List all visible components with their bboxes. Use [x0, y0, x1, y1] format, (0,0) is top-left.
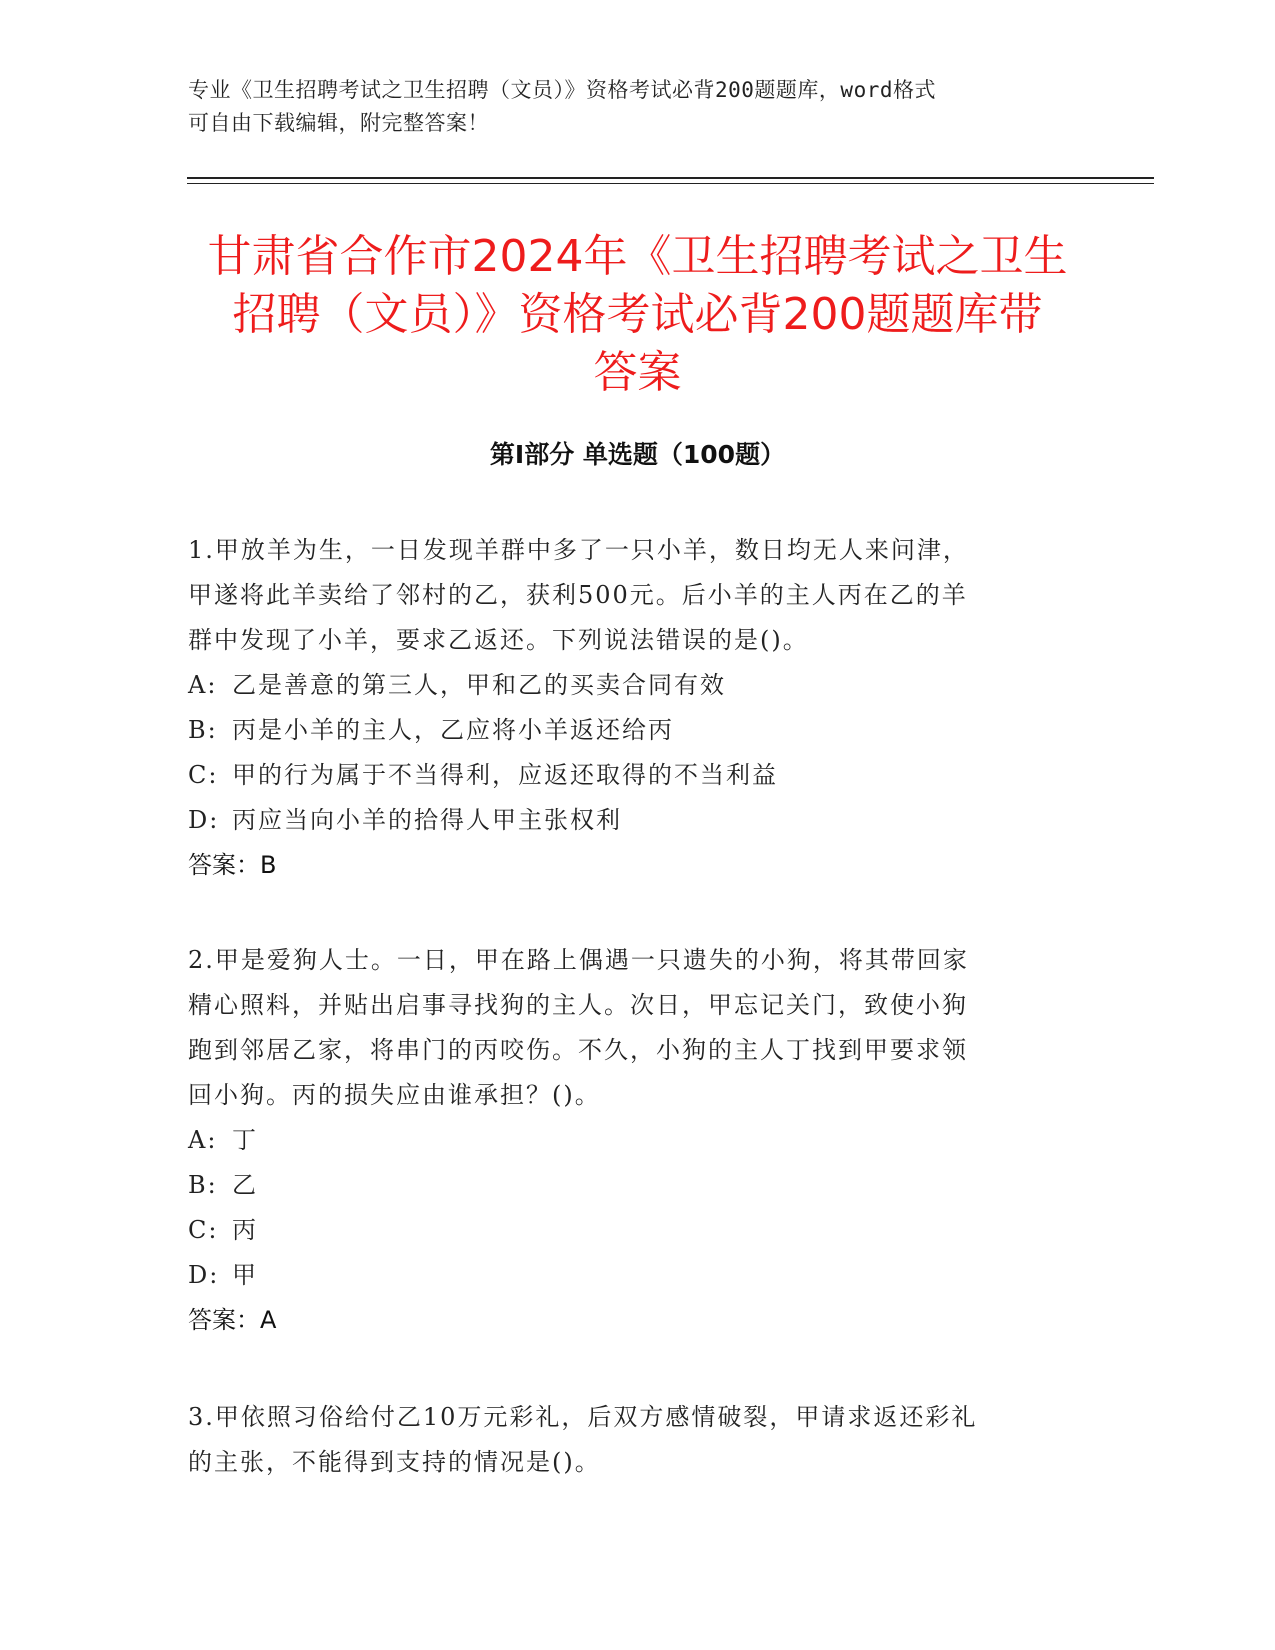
option-letter: A: [188, 1126, 218, 1154]
option-text: 丙 [232, 1216, 258, 1244]
question-item [188, 1395, 1088, 1485]
option-c [188, 753, 1088, 798]
title-line: 招聘（文员）》资格考试必背200题题库带 [232, 289, 1043, 340]
option-c [188, 1208, 1088, 1253]
question-stem [188, 938, 1088, 1118]
option-text: 乙 [232, 1171, 258, 1199]
option-letter: C: [188, 761, 219, 789]
option-a [188, 1118, 1088, 1163]
option-letter: A: [188, 671, 218, 699]
option-text: 甲 [232, 1261, 258, 1289]
option-d [188, 1253, 1088, 1298]
option-b [188, 708, 1088, 753]
stem-line: 的主张，不能得到支持的情况是()。 [188, 1448, 601, 1476]
stem-line: 甲遂将此羊卖给了邻村的乙，获利500元。后小羊的主人丙在乙的羊 [188, 581, 968, 609]
title-line: 甘肃省合作市2024年《卫生招聘考试之卫生 [207, 231, 1068, 282]
header-note-line: 可自由下载编辑，附完整答案！ [188, 111, 489, 135]
stem-line: 回小狗。丙的损失应由谁承担？()。 [188, 1081, 601, 1109]
option-text: 乙是善意的第三人，甲和乙的买卖合同有效 [232, 671, 726, 699]
question-item [188, 528, 1088, 888]
option-letter: B: [188, 716, 218, 744]
question-stem [188, 1395, 1088, 1485]
stem-line: 跑到邻居乙家，将串门的丙咬伤。不久，小狗的主人丁找到甲要求领 [188, 1036, 968, 1064]
stem-line: 3.甲依照习俗给付乙10万元彩礼，后双方感情破裂，甲请求返还彩礼 [188, 1403, 978, 1431]
answer-text: 答案：B [188, 851, 277, 879]
stem-line: 1.甲放羊为生，一日发现羊群中多了一只小羊，数日均无人来问津， [188, 536, 969, 564]
option-text: 丙应当向小羊的拾得人甲主张权利 [232, 806, 622, 834]
option-letter: D: [188, 1261, 220, 1289]
option-text: 丁 [232, 1126, 258, 1154]
section-heading: 第Ⅰ部分 单选题（100题） [489, 440, 786, 469]
option-letter: B: [188, 1171, 218, 1199]
header-note-line: 专业《卫生招聘考试之卫生招聘（文员）》资格考试必背200题题库，word格式 [188, 78, 936, 102]
header-note [188, 74, 1088, 140]
question-item [188, 938, 1088, 1343]
header-divider-thin [187, 183, 1154, 184]
option-b [188, 1163, 1088, 1208]
stem-line: 精心照料，并贴出启事寻找狗的主人。次日，甲忘记关门，致使小狗 [188, 991, 968, 1019]
option-letter: D: [188, 806, 220, 834]
option-text: 甲的行为属于不当得利，应返还取得的不当利益 [232, 761, 778, 789]
option-a [188, 663, 1088, 708]
option-letter: C: [188, 1216, 219, 1244]
stem-line: 2.甲是爱狗人士。一日，甲在路上偶遇一只遗失的小狗，将其带回家 [188, 946, 969, 974]
header-divider-thick [187, 177, 1154, 179]
option-text: 丙是小羊的主人，乙应将小羊返还给丙 [232, 716, 674, 744]
question-stem [188, 528, 1088, 663]
answer-text: 答案：A [188, 1306, 277, 1334]
title-line: 答案 [593, 347, 682, 398]
option-d [188, 798, 1088, 843]
stem-line: 群中发现了小羊，要求乙返还。下列说法错误的是()。 [188, 626, 809, 654]
document-title [160, 228, 1115, 402]
